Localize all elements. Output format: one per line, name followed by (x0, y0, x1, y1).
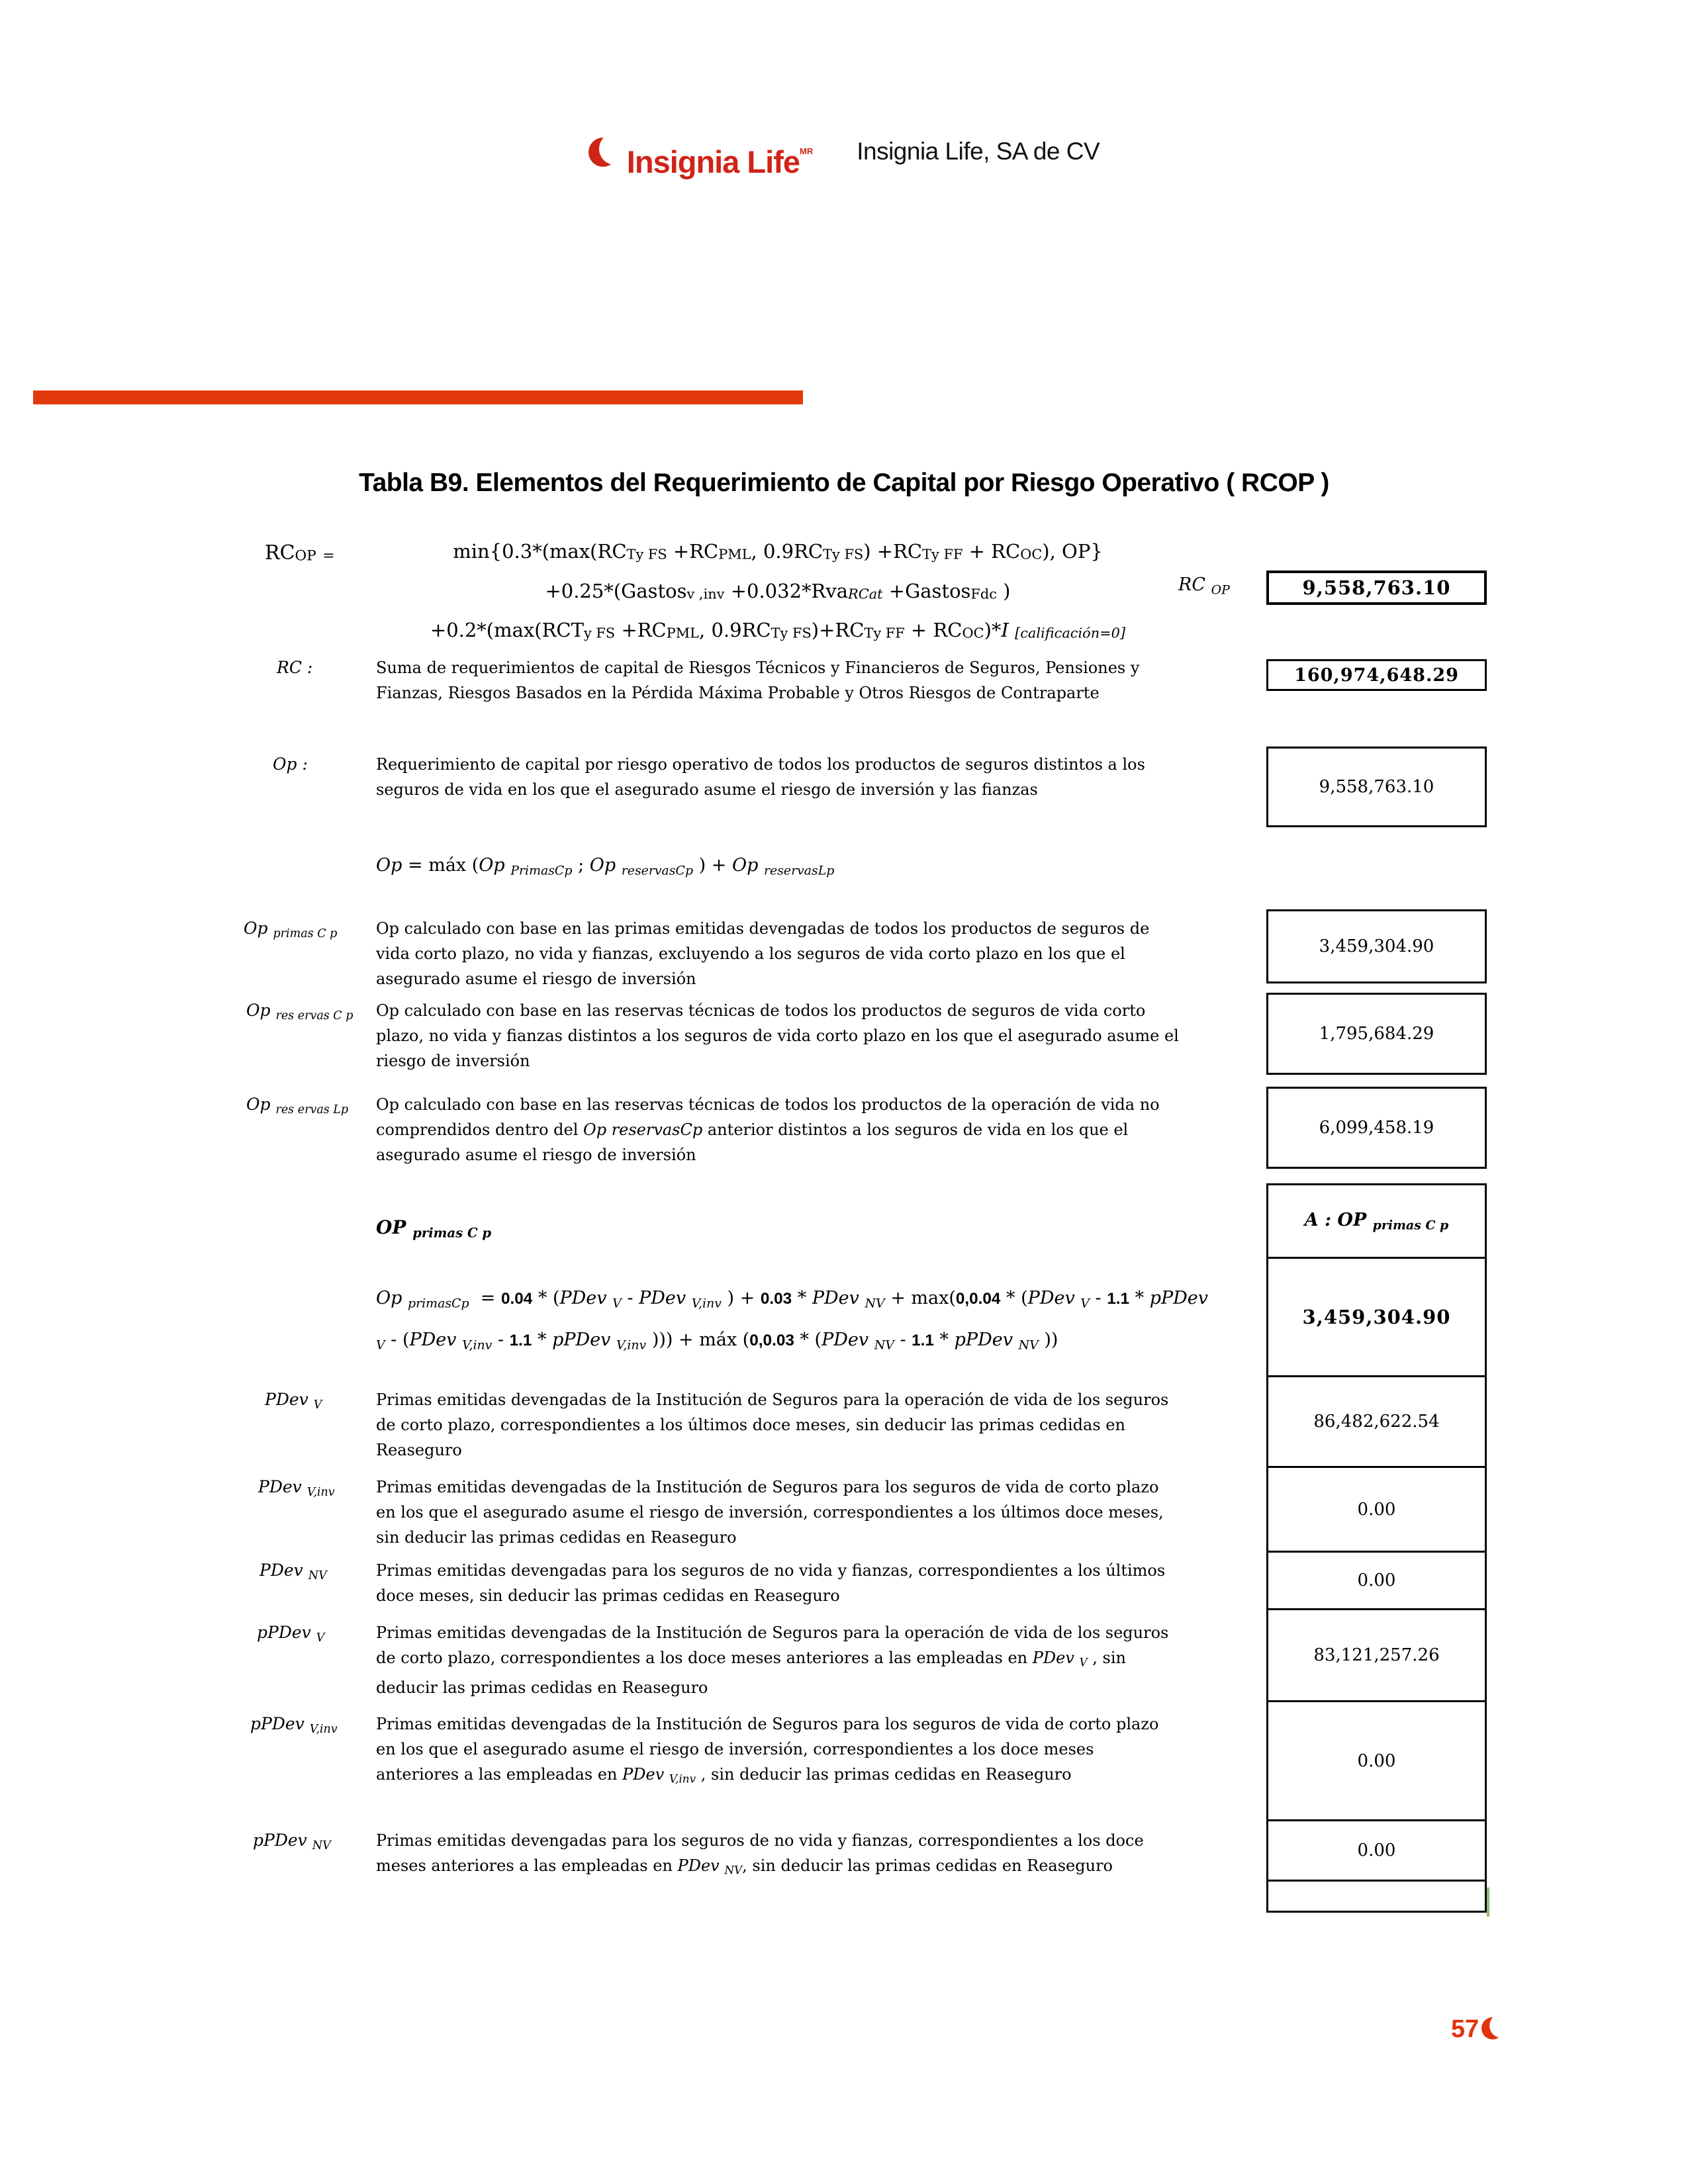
crescent-logo-icon (588, 131, 622, 172)
row-desc-pdev-v: Primas emitidas devengadas de la Institución de Seguros para la operación de vida de los seguros de corto plazo, correspondientes a los últimos doce meses, sin deducir las primas cedidas en Reaseguro (376, 1390, 1169, 1459)
row-desc-pdev-v-inv: Primas emitidas devengadas de la Institución de Seguros para los seguros de vida de corto plazo en los que el asegurado asume el riesgo de inversión, correspondientes a los últimos doce meses, sin deducir las primas cedidas en Reaseguro (376, 1478, 1164, 1547)
row-desc-pdev-nv: Primas emitidas devengadas para los seguros de no vida y fianzas, correspondientes a los últimos doce meses, sin deducir las primas cedidas en Reaseguro (376, 1561, 1166, 1605)
row-label-pdev-v-inv: PDev V,inv (258, 1477, 335, 1499)
logo-wordmark: Insignia Life$^{MR}$ (626, 144, 814, 179)
row-label-op: Op : (273, 754, 308, 774)
row-desc-ppdev-nv: Primas emitidas devengadas para los seguros de no vida y fianzas, correspondientes a los doce meses anteriores a las empleadas en PDev NV, sin deducir las primas cedidas en Reaseguro (376, 1831, 1144, 1877)
row-label-rc: RC : (277, 658, 313, 677)
row-desc-op-reservas-cp: Op calculado con base en las reservas técnicas de todos los productos de seguros de vida corto plazo, no vida y fianzas distintos a los seguros de vida corto plazo en los que el asegurado asume el riesgo de inversión (376, 1001, 1179, 1070)
row-desc-ppdev-v: Primas emitidas devengadas de la Institución de Seguros para la operación de vida de los seguros de corto plazo, correspondientes a los doce meses anteriores a las empleadas en PDev V , sin deducir las primas cedidas en Reaseguro (376, 1623, 1169, 1697)
company-name: Insignia Life, SA de CV (857, 138, 1100, 165)
insignia-life-logo (588, 131, 813, 183)
value-box-pdev-v: 86,482,622.54 (1266, 1375, 1487, 1468)
row-label-op-reservas-cp: Op res ervas C p (246, 1001, 353, 1023)
rcop-formula-line-1: min{0.3*(max(RCTy FS +RCPML, 0.9RCTy FS) +RCTy FF + RCOC), OP} (453, 540, 1103, 563)
row-label-ppdev-nv: pPDev NV (253, 1831, 331, 1852)
value-box-rc: 160,974,648.29 (1266, 659, 1487, 691)
value-box-ppdev-v: 83,121,257.26 (1266, 1608, 1487, 1702)
value-box-op-primas-cp: 3,459,304.90 (1266, 909, 1487, 983)
value-box-rcop: 9,558,763.10 (1266, 570, 1487, 605)
page-header (0, 131, 1688, 183)
rcop-formula-line-3: +0.2*(max(RCTy FS +RCPML, 0.9RCTy FS)+RCTy FF + RCOC)*I [calificación=0] (430, 619, 1126, 642)
page-number: 57 (1451, 2015, 1479, 2043)
row-label-op-reservas-lp: Op res ervas Lp (246, 1095, 349, 1116)
row-desc-op: Requerimiento de capital por riesgo operativo de todos los productos de seguros distintos a los seguros de vida en los que el asegurado asume el riesgo de inversión y las fianzas (376, 755, 1145, 799)
value-box-ppdev-v-inv: 0.00 (1266, 1700, 1487, 1821)
rcop-formula-label: RCOP = (265, 541, 335, 565)
rcop-result-label: RC OP (1178, 574, 1230, 598)
accent-bar (33, 390, 803, 404)
value-box-section-a: 3,459,304.90 (1266, 1257, 1487, 1377)
value-box-ppdev-nv: 0.00 (1266, 1819, 1487, 1882)
section-a-header-box: A : OP primas C p (1266, 1183, 1487, 1259)
value-box-empty (1266, 1880, 1487, 1913)
value-box-op-reservas-lp: 6,099,458.19 (1266, 1087, 1487, 1169)
row-label-ppdev-v: pPDev V (257, 1623, 325, 1645)
row-label-pdev-v: PDev V (265, 1390, 322, 1412)
row-desc-ppdev-v-inv: Primas emitidas devengadas de la Institución de Seguros para los seguros de vida de corto plazo en los que el asegurado asume el riesgo de inversión, correspondientes a los doce meses anteriores a las empleadas en PDev V,inv , sin deducir las primas cedidas en Reaseguro (376, 1715, 1159, 1786)
rcop-formula (371, 533, 1185, 652)
row-label-pdev-nv: PDev NV (259, 1561, 327, 1582)
value-box-op: 9,558,763.10 (1266, 747, 1487, 827)
section-a-left-label: OP primas C p (376, 1216, 492, 1241)
page-footer (1451, 2012, 1507, 2046)
op-max-formula: Op = máx (Op PrimasCp ; Op reservasCp ) + Op reservasLp (376, 855, 835, 878)
value-box-op-reservas-cp: 1,795,684.29 (1266, 993, 1487, 1075)
row-desc-op-primas-cp: Op calculado con base en las primas emitidas devengadas de todos los productos de seguros de vida corto plazo, no vida y fianzas, excluyendo a los seguros de vida corto plazo en los que el asegurado asume el riesgo de inversión (376, 919, 1150, 988)
row-label-ppdev-v-inv: pPDev V,inv (250, 1714, 338, 1736)
value-box-pdev-v-inv: 0.00 (1266, 1466, 1487, 1553)
row-desc-rc: Suma de requerimientos de capital de Riesgos Técnicos y Financieros de Seguros, Pensiones y Fianzas, Riesgos Basados en la Pérdida Máxima Probable y Otros Riesgos de Contraparte (376, 659, 1140, 702)
row-desc-op-reservas-lp: Op calculado con base en las reservas técnicas de todos los productos de la operación de vida no comprendidos dentro del Op reservasCp anterior distintos a los seguros de vida en los que el asegurado asume el riesgo de inversión (376, 1095, 1160, 1164)
op-primas-cp-formula: Op primasCp = 0.04 * (PDev V - PDev V,inv ) + 0.03 * PDev NV + max(0,0.04 * (PDev V - 1.1 * pPDev V - (PDev V,inv - 1.1 * pPDev V,inv ))) + máx (0,0.03 * (PDev NV - 1.1 * pPDev NV )) (376, 1288, 1209, 1353)
page-title: Tabla B9. Elementos del Requerimiento de Capital por Riesgo Operativo ( RCOP ) (359, 469, 1329, 497)
row-label-op-primas-cp: Op primas C p (244, 919, 338, 940)
rcop-formula-line-2: +0.25*(Gastosv ,inv +0.032*RvaRCat +GastosFdc ) (545, 579, 1011, 602)
crescent-page-icon (1481, 2012, 1507, 2046)
trademark-mark: MR (800, 146, 814, 156)
artifact-green-edge (1487, 1888, 1489, 1917)
value-box-pdev-nv: 0.00 (1266, 1551, 1487, 1610)
